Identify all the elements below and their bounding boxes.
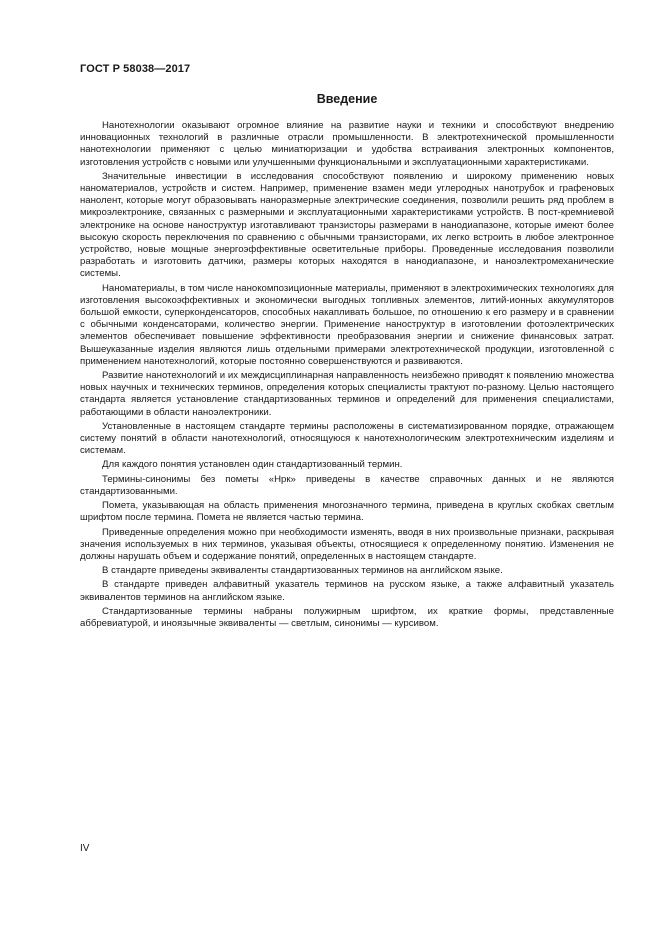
paragraph-2: Значительные инвестиции в исследования способствуют появлению и широкому применению новых наноматериалов, устройств и систем. Например, применение взамен меди углеродных нанотрубок и графеновых нанолент, которые могут образовывать наноразмерные электрические соединения, позволили решить ряд проблем в микроэлектронике, связанных с размерными и эксплуатационными характеристиками устройств. В пост-кремниевой электронике на основе наноструктур изготавливают транзисторы размерами в нанодиапазоне, которые имеют более высокую скорость переключения по сравнению с обычными транзисторами, их легко встроить в любое электронное устройство, новые мощные энергоэффективные осветительные приборы. Проведенные исследования позволили разработать и изготовить датчики, размеры которых находятся в нанодиапазоне, и наноэлектромеханические системы. — [80, 170, 614, 280]
paragraph-4: Развитие нанотехнологий и их междисциплинарная направленность неизбежно приводят к появлению множества новых научных и технических терминов, определения которых специалисты трактуют по-разному. Целью настоящего стандарта является установление стандартизованных терминов и определений для применения специалистами, работающими в области наноэлектроники. — [80, 370, 614, 418]
paragraph-3: Наноматериалы, в том числе нанокомпозиционные материалы, применяют в электрохимических технологиях для изготовления высокоэффективных и экономически выгодных топливных элементов, литий-ионных аккумуляторов большой емкости, суперконденсаторов, способных накапливать большое, по отношению к его размеру и в сравнении с обычными конденсаторами, количество энергии. Применение наноструктур в изготовлении фотоэлектрических элементов обеспечивает повышение эффективности преобразования энергии и снижение финансовых затрат. Вышеуказанные изделия являются лишь отдельными примерами электротехнической продукции, изготовленной с применением нанотехнологий, которые постоянно совершенствуются и развиваются. — [80, 282, 614, 367]
standard-code-header: ГОСТ Р 58038—2017 — [80, 63, 191, 75]
introduction-body — [80, 120, 614, 632]
paragraph-5: Установленные в настоящем стандарте термины расположены в систематизированном порядке, отражающем систему понятий в области нанотехнологий, относящуюся к нанотехнологическим электротехническим изделиям и системам. — [80, 420, 614, 457]
paragraph-1: Нанотехнологии оказывают огромное влияние на развитие науки и техники и способствуют внедрению инновационных технологий в различные отрасли промышленности. В электротехнической промышленности нанотехнологии применяют с целью миниатюризации и удобства встраивания электронных компонентов, изготовления устройств с новыми или улучшенными функциональными и эксплуатационными характеристиками. — [80, 120, 614, 168]
paragraph-8: Помета, указывающая на область применения многозначного термина, приведена в круглых скобках светлым шрифтом после термина. Помета не является частью термина. — [80, 500, 614, 524]
paragraph-10: В стандарте приведены эквиваленты стандартизованных терминов на английском языке. — [102, 565, 503, 577]
paragraph-9: Приведенные определения можно при необходимости изменять, вводя в них произвольные признаки, раскрывая значения используемых в них терминов, указывая объекты, относящиеся к определенному понятию. Изменения не должны нарушать объем и содержание понятий, определенных в настоящем стандарте. — [80, 526, 614, 562]
section-title: Введение — [316, 92, 378, 106]
page-number: IV — [80, 843, 90, 854]
paragraph-11: В стандарте приведен алфавитный указатель терминов на русском языке, а также алфавитный указатель эквивалентов терминов на английском языке. — [80, 579, 614, 603]
paragraph-12: Стандартизованные термины набраны полужирным шрифтом, их краткие формы, представленные аббревиатурой, и иноязычные эквиваленты — светлым, синонимы — курсивом. — [80, 605, 614, 629]
paragraph-7: Термины-синонимы без пометы «Нрк» приведены в качестве справочных данных и не являются стандартизованными. — [80, 473, 614, 497]
paragraph-6: Для каждого понятия установлен один стандартизованный термин. — [102, 459, 403, 471]
